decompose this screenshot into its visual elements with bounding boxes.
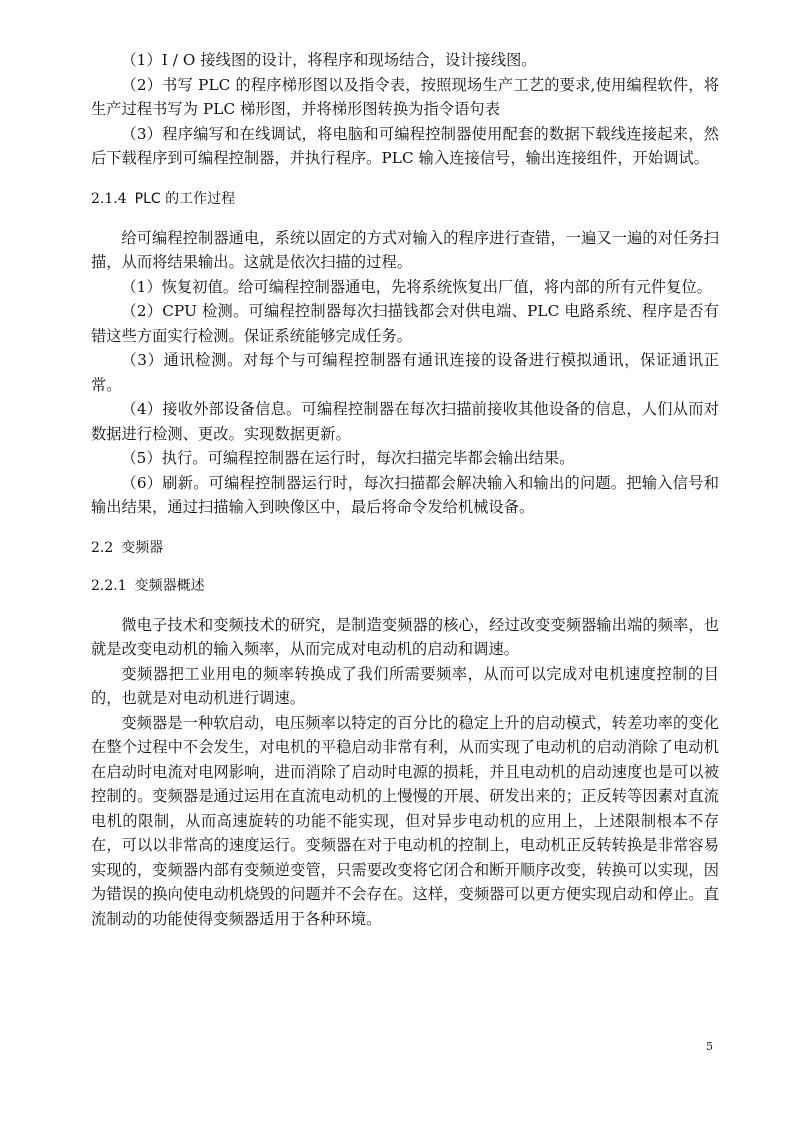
heading-inverter-overview <box>91 575 719 597</box>
heading-inverter <box>91 537 719 559</box>
paragraph-refresh: （6）刷新。可编程控制器运行时，每次扫描都会解决输入和输出的问题。把输入信号和输出结果，通过扫描输入到映像区中，最后将命令发给机械设备。 <box>91 473 719 516</box>
paragraph-online-debug: （3）程序编写和在线调试，将电脑和可编程控制器使用配套的数据下载线连接起来，然后下载程序到可编程控制器，并执行程序。PLC 输入连接信号，输出连接组件，开始调试。 <box>91 124 719 167</box>
paragraph-soft-start: 变频器是一种软启动，电压频率以特定的百分比的稳定上升的启动模式，转差功率的变化在整个过程中不会发生，对电机的平稳启动非常有利，从而实现了电动机的启动消除了电动机在启动时电流对电网影响，进而消除了启动时电源的损耗，并且电动机的启动速度也是可以被控制的。变频器是通过运用在直流电动机的上慢慢的开展、研发出来的；正反转等因素对直流电机的限制，从而高速旋转的功能不能实现，但对异步电动机的应用上，上述限制根本不存在，可以以非常高的速度运行。变频器在对于电动机的控制上，电动机正反转转换是非常容易实现的，变频器内部有变频逆变管，只需要改变将它闭合和断开顺序改变，转换可以实现，因为错误的换向使电动机烧毁的问题并不会存在。这样，变频器可以更方便实现启动和停止。直流制动的功能使得变频器适用于各种环境。 <box>91 713 719 928</box>
paragraph-scan-intro: 给可编程控制器通电，系统以固定的方式对输入的程序进行查错，一遍又一遍的对任务扫描，从而将结果输出。这就是依次扫描的过程。 <box>91 228 719 271</box>
heading-plc-work-process <box>91 188 719 210</box>
paragraph-frequency-conversion: 变频器把工业用电的频率转换成了我们所需要频率，从而可以完成对电机速度控制的目的，也就是对电动机进行调速。 <box>91 664 719 707</box>
document-body <box>91 48 719 931</box>
paragraph-io-wiring: （1）I / O 接线图的设计，将程序和现场结合，设计接线图。 <box>121 51 537 69</box>
heading-title: 变频器概述 <box>134 577 205 594</box>
heading-number: 2.2.1 <box>91 577 127 594</box>
paragraph-execute: （5）执行。可编程控制器在运行时，每次扫描完毕都会输出结果。 <box>121 449 575 467</box>
paragraph-cpu-check: （2）CPU 检测。可编程控制器每次扫描钱都会对供电端、PLC 电路系统、程序是否有错这些方面实行检测。保证系统能够完成任务。 <box>91 302 719 345</box>
heading-number: 2.1.4 <box>91 190 127 207</box>
paragraph-ladder-diagram: （2）书写 PLC 的程序梯形图以及指令表，按照现场生产工艺的要求,使用编程软件，将生产过程书写为 PLC 梯形图，并将梯形图转换为指令语句表 <box>91 75 719 118</box>
heading-number: 2.2 <box>91 539 114 556</box>
paragraph-inverter-core: 微电子技术和变频技术的研究，是制造变频器的核心，经过改变变频器输出端的频率，也就是改变电动机的输入频率，从而完成对电动机的启动和调速。 <box>91 615 719 658</box>
heading-title: 变频器 <box>121 539 164 556</box>
paragraph-receive-external: （4）接收外部设备信息。可编程控制器在每次扫描前接收其他设备的信息，人们从而对数据进行检测、更改。实现数据更新。 <box>91 400 719 443</box>
page-number: 5 <box>706 1040 713 1053</box>
heading-title: PLC 的工作过程 <box>134 190 236 207</box>
paragraph-comm-check: （3）通讯检测。对每个与可编程控制器有通讯连接的设备进行模拟通讯，保证通讯正常。 <box>91 351 719 394</box>
paragraph-restore-initial: （1）恢复初值。给可编程控制器通电，先将系统恢复出厂值，将内部的所有元件复位。 <box>121 277 713 296</box>
